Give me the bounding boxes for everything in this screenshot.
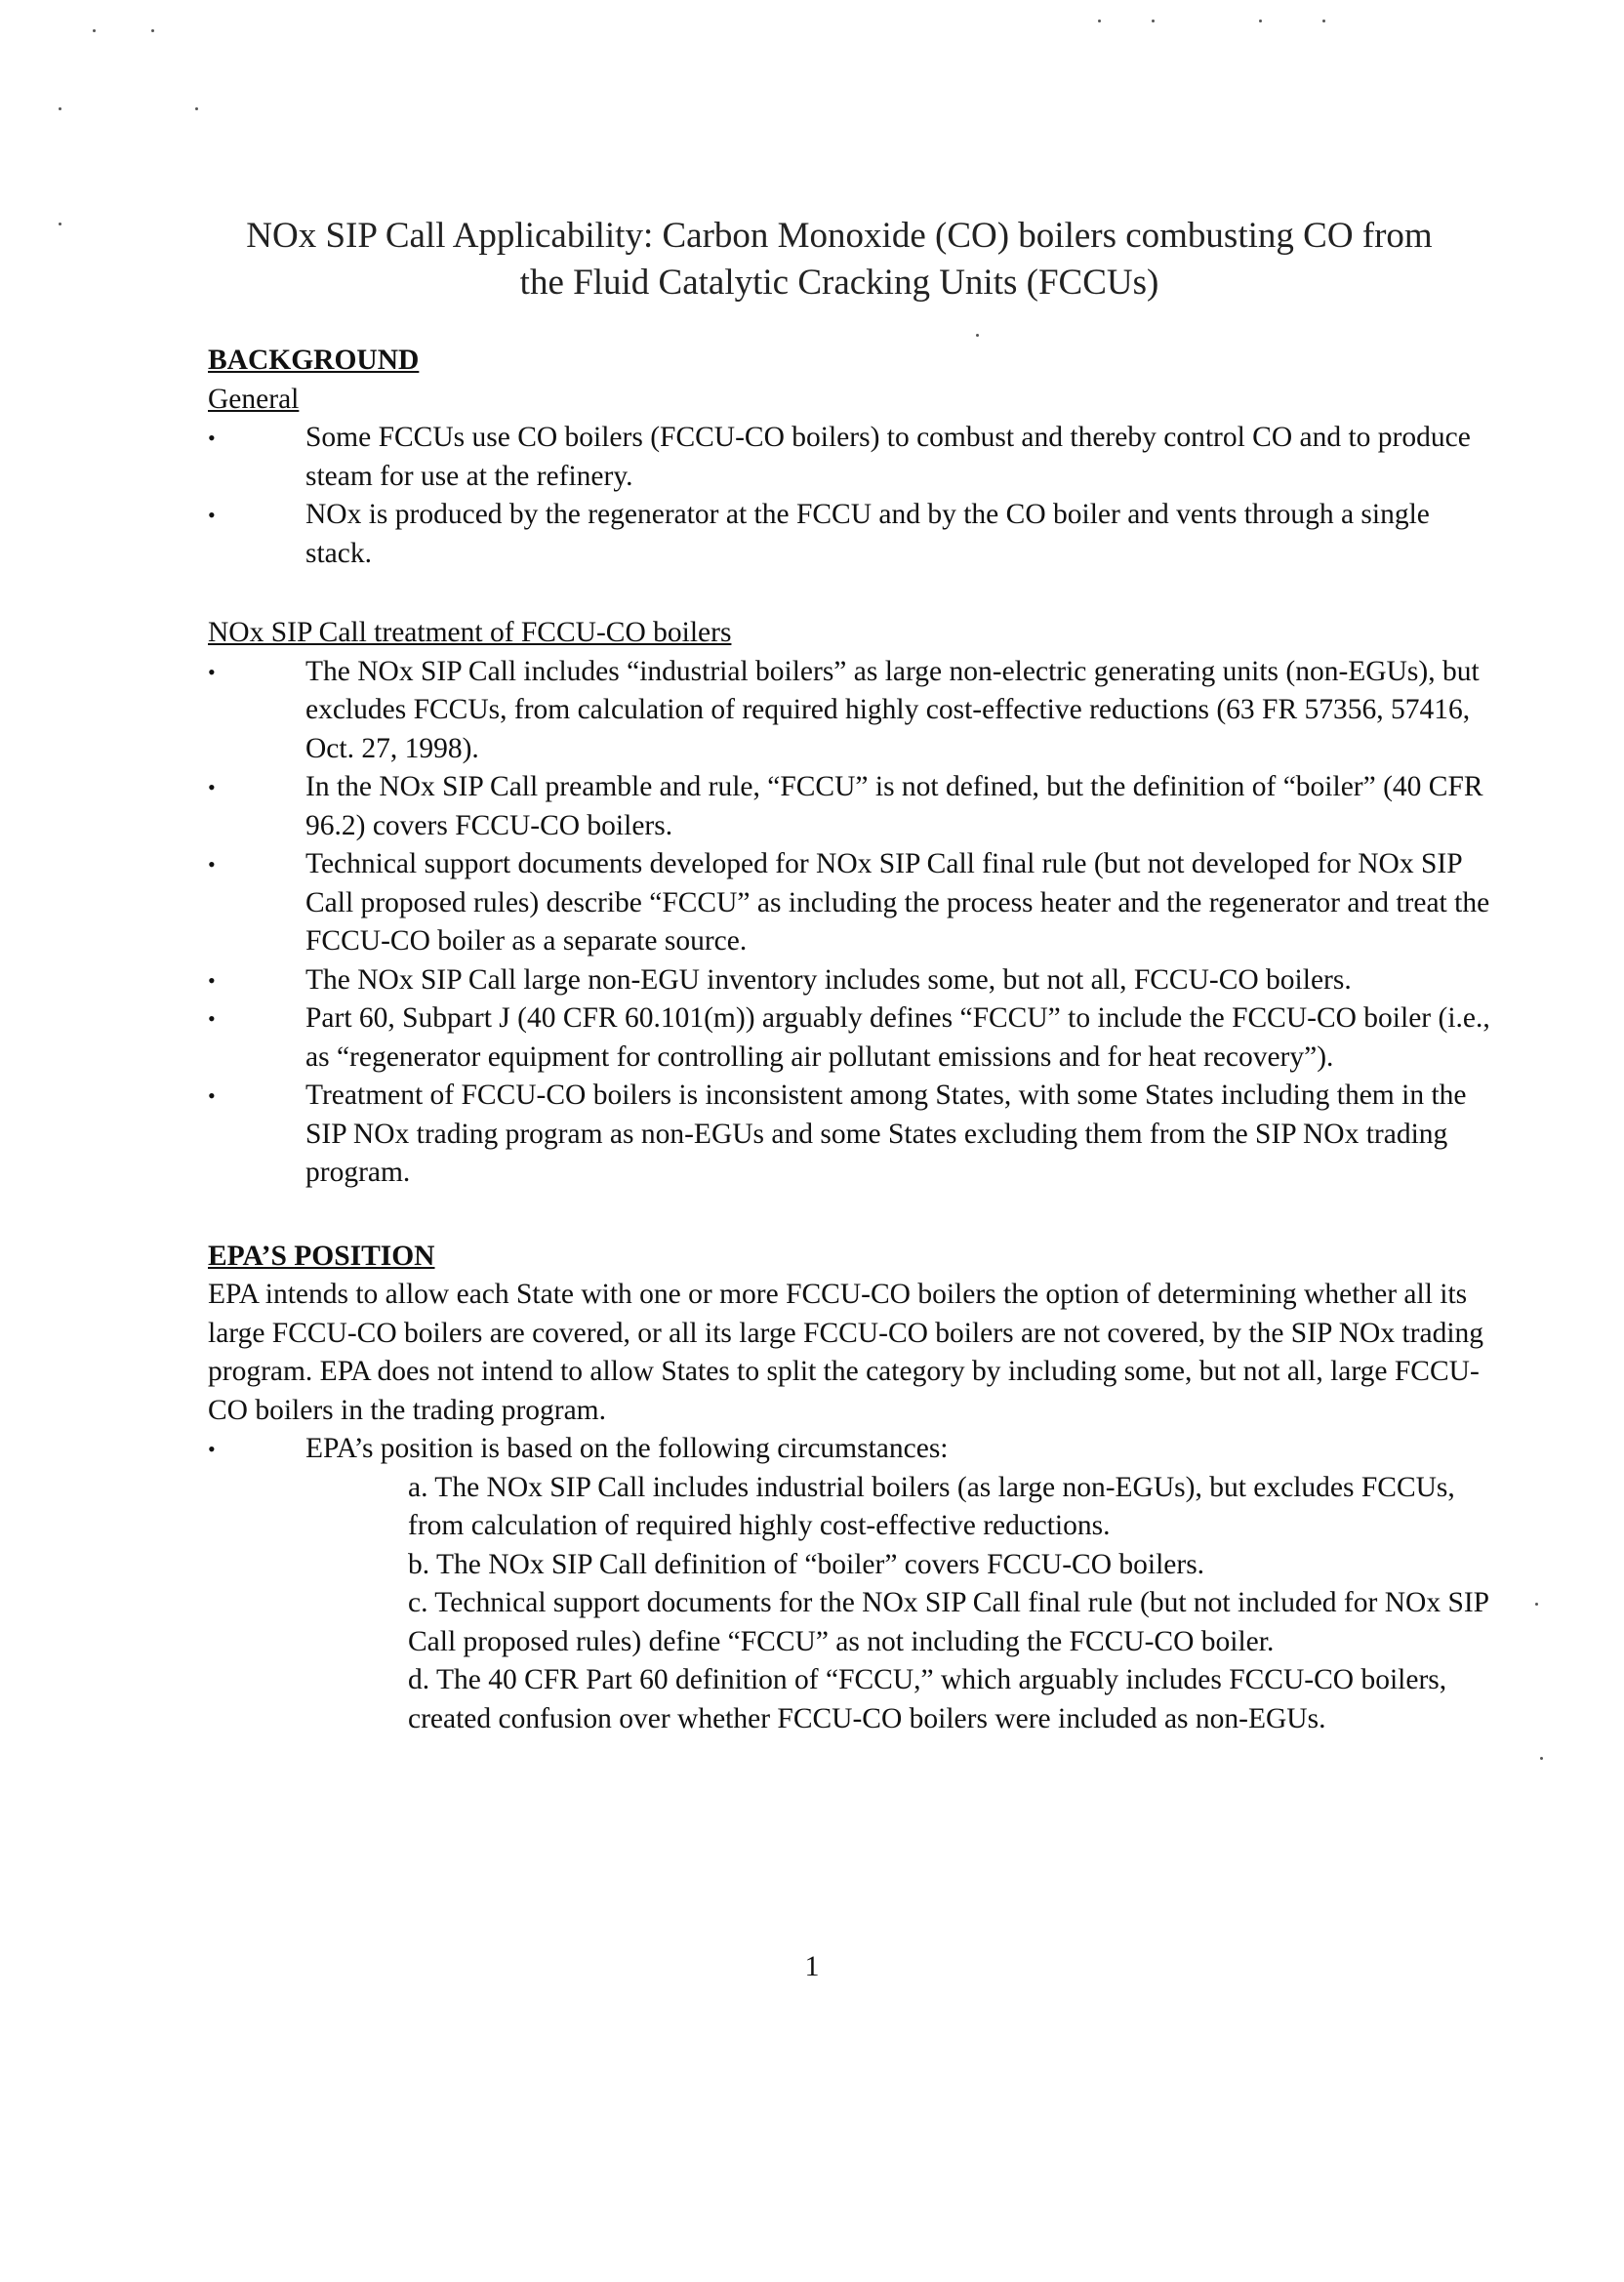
- general-subheading: General: [208, 383, 300, 415]
- scan-speck: [59, 223, 61, 225]
- general-bullet-list: [208, 419, 1496, 573]
- scan-speck: [1540, 1757, 1543, 1760]
- scan-speck: [151, 29, 154, 32]
- circumstance-item: b. The NOx SIP Call definition of “boiler” covers FCCU-CO boilers.: [408, 1548, 1205, 1580]
- scan-speck: [1322, 20, 1325, 22]
- background-heading: BACKGROUND: [208, 345, 420, 376]
- position-paragraph: EPA intends to allow each State with one or more FCCU-CO boilers the option of determining whether all its large FCCU-CO boilers are covered, or all its large FCCU-CO boilers are not covered, by the SIP NOx trading program. EPA does not intend to allow States to split the category by including some, but not all, large FCCU-CO boilers in the trading program.: [208, 1279, 1484, 1426]
- list-item: • In the NOx SIP Call preamble and rule, “FCCU” is not defined, but the definition of “boiler” (40 CFR 96.2) covers FCCU-CO boilers.: [208, 768, 1496, 845]
- circumstances-list: [208, 1469, 1496, 1739]
- title-line-2: the Fluid Catalytic Cracking Units (FCCUs): [519, 263, 1159, 303]
- document-title: [176, 213, 1503, 306]
- circumstance-item: c. Technical support documents for the NOx SIP Call final rule (but not included for NOx SIP Call proposed rules) define “FCCU” as not including the FCCU-CO boiler.: [408, 1587, 1488, 1657]
- position-heading: EPA’S POSITION: [208, 1240, 435, 1272]
- scan-speck: [1259, 20, 1262, 22]
- list-item: • Technical support documents developed for NOx SIP Call final rule (but not developed for NOx SIP Call proposed rules) describe “FCCU” as including the process heater and the regenerator and treat the FCCU-CO boiler as a separate source.: [208, 845, 1496, 961]
- document-body: [208, 342, 1496, 1738]
- scan-speck: [59, 107, 61, 110]
- list-item: • EPA’s position is based on the following circumstances:: [208, 1430, 1496, 1469]
- scan-speck: [1152, 20, 1155, 22]
- treatment-bullet-list: [208, 653, 1496, 1193]
- circumstance-item: a. The NOx SIP Call includes industrial boilers (as large non-EGUs), but excludes FCCUs, from calculation of required highly cost-effective reductions.: [408, 1471, 1455, 1541]
- list-item: • Some FCCUs use CO boilers (FCCU-CO boilers) to combust and thereby control CO and to produce steam for use at the refinery.: [208, 419, 1496, 496]
- title-line-1: NOx SIP Call Applicability: Carbon Monoxide (CO) boilers combusting CO from: [246, 216, 1433, 256]
- list-item: • The NOx SIP Call large non-EGU inventory includes some, but not all, FCCU-CO boilers.: [208, 961, 1496, 1000]
- scan-speck: [1535, 1603, 1538, 1606]
- list-item: • Treatment of FCCU-CO boilers is inconsistent among States, with some States including them in the SIP NOx trading program as non-EGUs and some States excluding them from the SIP NOx trading program.: [208, 1077, 1496, 1193]
- scan-speck: [195, 107, 198, 110]
- scan-speck: [93, 29, 96, 32]
- list-item: • NOx is produced by the regenerator at the FCCU and by the CO boiler and vents through a single stack.: [208, 496, 1496, 573]
- position-bullet-list: [208, 1430, 1496, 1469]
- list-item: • Part 60, Subpart J (40 CFR 60.101(m)) arguably defines “FCCU” to include the FCCU-CO boiler (i.e., as “regenerator equipment for controlling air pollutant emissions and for heat recovery”).: [208, 999, 1496, 1077]
- page-number: 1: [804, 1950, 820, 1982]
- scan-speck: [976, 334, 979, 337]
- circumstance-item: d. The 40 CFR Part 60 definition of “FCCU,” which arguably includes FCCU-CO boilers, created confusion over whether FCCU-CO boilers were included as non-EGUs.: [408, 1664, 1447, 1734]
- scan-speck: [1098, 20, 1101, 22]
- list-item: • The NOx SIP Call includes “industrial boilers” as large non-electric generating units (non-EGUs), but excludes FCCUs, from calculation of required highly cost-effective reductions (63 FR 57356, 57416, Oct. 27, 1998).: [208, 653, 1496, 769]
- treatment-subheading: NOx SIP Call treatment of FCCU-CO boilers: [208, 617, 732, 648]
